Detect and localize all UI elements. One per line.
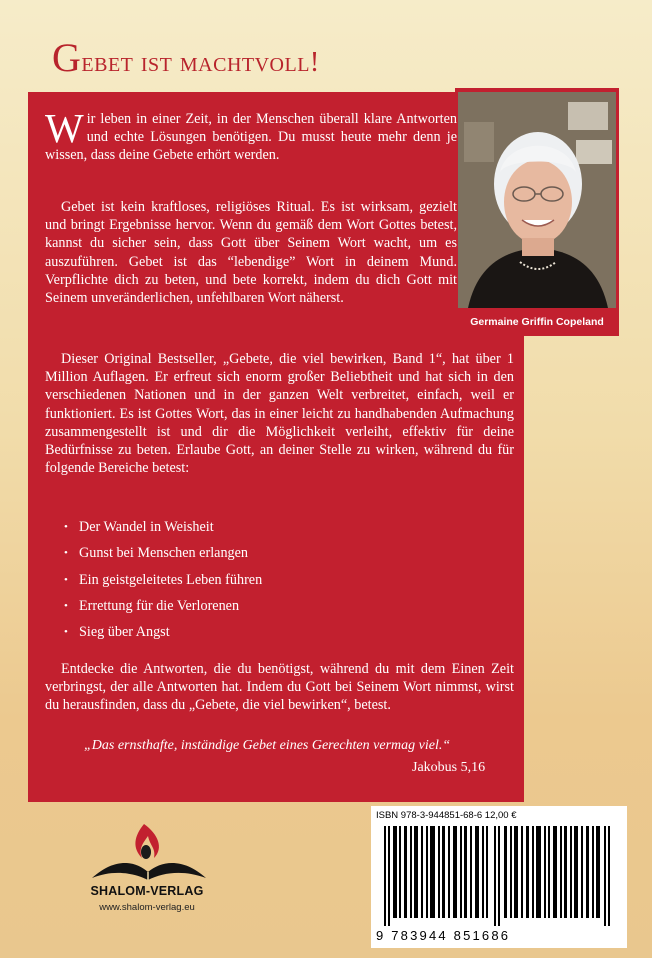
- publisher-url: www.shalom-verlag.eu: [99, 902, 195, 913]
- list-item: • Errettung für die Verlorenen: [64, 593, 262, 619]
- flame-book-icon: [84, 818, 214, 888]
- list-item: • Gunst bei Menschen erlangen: [64, 540, 262, 566]
- bible-quote: „Das ernsthafte, inständige Gebet eines Gerechten vermag viel.“: [84, 738, 451, 753]
- paragraph-closing: [45, 660, 514, 715]
- paragraph-closing-text: Entdecke die Antworten, die du benötigst, während du mit dem Einen Zeit verbringst, der alle Antworten hat. Indem du Gott bei Seinem Wort nimmst, wirst du herausfinden, dass du „Gebete, die viel bewirken“, betest.: [45, 661, 514, 714]
- paragraph-bestseller-text: Dieser Original Bestseller, „Gebete, die viel bewirken, Band 1“, hat über 1 Million Auflagen. Er erfreut sich enorm großer Beliebtheit und hat sich in den verschiedenen Nationen und in der ganzen Welt verbreitet, einfach, weil er funktioniert. Es ist Gottes Wort, das in einer leicht zu handhabenden Aufmachung zusammengestellt ist und dir die Möglichkeit verleiht, effektiv für deine Bedürfnisse zu beten. Erlaube Gott, an deiner Stelle zu wirken, während du für folgende Bereiche betest:: [45, 351, 514, 477]
- paragraph-ritual: [45, 198, 457, 307]
- photo-caption: Germaine Griffin Copeland: [470, 316, 604, 328]
- list-item: • Ein geistgeleitetes Leben führen: [64, 567, 262, 593]
- list-item: • Der Wandel in Weisheit: [64, 514, 262, 540]
- paragraph-ritual-text: Gebet ist kein kraftloses, religiöses Ritual. Es ist wirksam, gezielt und bringt Ergebnisse hervor. Wenn du gemäß dem Wort Gottes betest, kannst du sicher sein, dass Gott über Seinem Wort wacht, um es auszuführen. Gebet ist das “lebendige” Wort in deinem Mund. Verpflichte dich zu beten, und bete korrekt, indem du dich Gott mit Seinem unveränderlichen, unfehlbaren Wort näherst.: [45, 199, 457, 307]
- author-portrait-icon: [458, 92, 616, 308]
- isbn-price: ISBN 978-3-944851-68-6 12,00 €: [376, 810, 517, 821]
- intro-paragraph: [45, 105, 457, 165]
- paragraph-bestseller: [45, 350, 514, 477]
- barcode-digits: 9 783944 851686: [376, 928, 511, 943]
- intro-paragraph-text: ir leben in einer Zeit, in der Menschen überall klare Antworten und echte Lösungen benötigen. Du musst heute mehr denn je wissen, dass deine Gebete erhört werden.: [45, 111, 457, 164]
- bible-reference: Jakobus 5,16: [412, 760, 486, 775]
- title-rest: ebet ist machtvoll!: [81, 47, 320, 78]
- drop-cap: W: [45, 105, 84, 151]
- topic-list: [64, 514, 262, 645]
- cover-title: [52, 34, 320, 81]
- title-initial: G: [52, 35, 82, 80]
- publisher-name: SHALOM-VERLAG: [90, 884, 204, 898]
- barcode-icon: [376, 826, 622, 926]
- author-photo: [458, 92, 616, 308]
- list-item: • Sieg über Angst: [64, 619, 262, 645]
